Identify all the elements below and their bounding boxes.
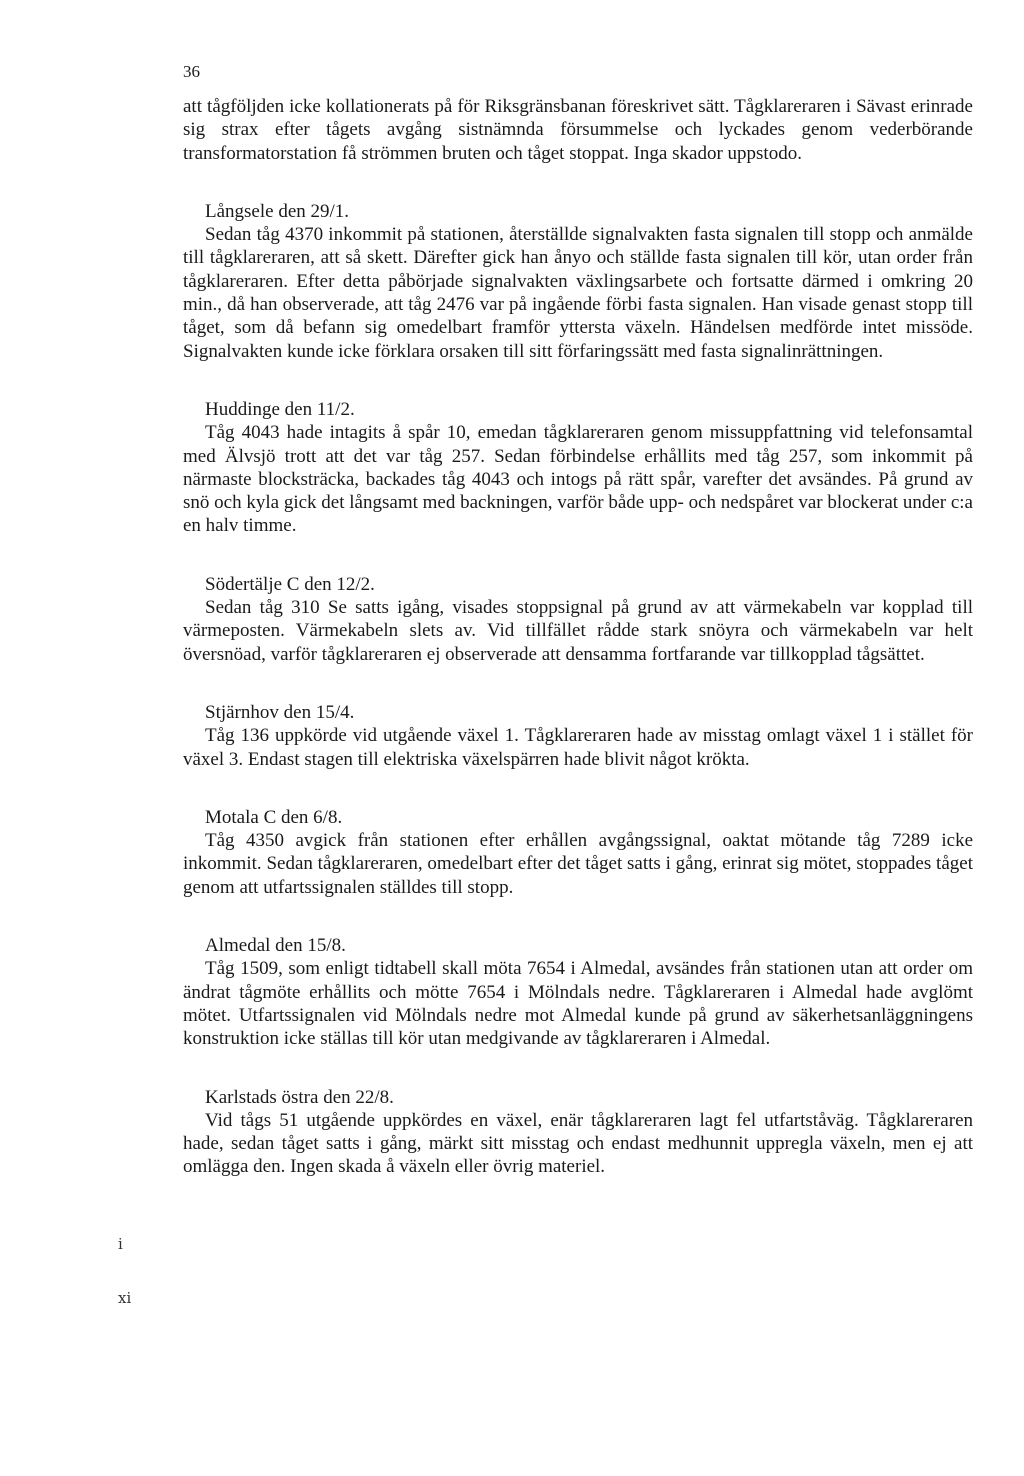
page-number: 36 (183, 62, 200, 81)
entry-text: Tåg 4043 hade intagits å spår 10, emedan tågklareraren genom missuppfattning vid telefonsamtal med Älvsjö trott att det var tåg 257. Sedan förbindelse erhållits med tåg 257, som inkommit på närmaste blocksträcka, backades tåg 4043 och intogs på rätt spår, varefter det avsändes. På grund av snö och kyla gick det långsamt med backningen, varför både upp- och nedspåret var blockerat under c:a en halv timme. (183, 422, 973, 537)
entry-text: Tåg 4350 avgick från stationen efter erhållen avgångssignal, oaktat mötande tåg 7289 icke inkommit. Sedan tågklareraren, omedelbart efter det tåget satts i gång, erinrat sig mötet, stoppades tåget genom att utfartssignalen ställdes till stopp. (183, 830, 973, 898)
entry-heading: Karlstads östra den 22/8. (205, 1086, 394, 1108)
entry-heading: Huddinge den 11/2. (205, 398, 355, 420)
entry-heading: Södertälje C den 12/2. (205, 573, 375, 595)
entry-heading: Stjärnhov den 15/4. (205, 701, 355, 723)
margin-mark: ⅺ (118, 1291, 132, 1307)
page-body (183, 95, 973, 1179)
entry-motala (183, 806, 973, 899)
entry-text: Sedan tåg 4370 inkommit på stationen, återställde signalvakten fasta signalen till stopp och anmälde till tågklareraren, att så skett. Därefter gick han ånyo och ställde fasta signalen till kör, utan order från tågklareraren. Efter detta påbörjade signalvakten växlingsarbete och fortsatte därmed i omkring 20 min., då han observerade, att tåg 2476 var på ingående förbi fasta signalen. Han visade genast stopp till tåget, som då befann sig omedelbart framför yttersta växeln. Händelsen medförde intet missöde. Signalvakten kunde icke förklara orsaken till sitt förfaringssätt med fasta signalinrättningen. (183, 224, 973, 362)
margin-mark: ⅰ (118, 1237, 123, 1253)
entry-heading: Långsele den 29/1. (205, 200, 350, 222)
entry-text: Tåg 136 uppkörde vid utgående växel 1. Tågklareraren hade av misstag omlagt växel 1 i stället för växel 3. Endast stagen till elektriska växelspärren hade blivit något krökta. (183, 725, 973, 770)
entry-text: Vid tågs 51 utgående uppkördes en växel, enär tågklareraren lagt fel utfartståväg. Tågklareraren hade, sedan tåget satts i gång, märkt sitt misstag och endast medhunnit uppregla växeln, men ej att omlägga den. Ingen skada å växeln eller övrig materiel. (183, 1109, 973, 1178)
entry-stjarnhov (183, 701, 973, 771)
entry-text: Sedan tåg 310 Se satts igång, visades stoppsignal på grund av att värmekabeln var kopplad till värmeposten. Värmekabeln slets av. Vid tillfället rådde stark snöyra och värmekabeln var helt översnöad, varför tågklareraren ej observerade att densamma fortfarande var tillkopplad tågsättet. (183, 597, 973, 665)
entry-text: Tåg 1509, som enligt tidtabell skall möta 7654 i Almedal, avsändes från stationen utan att order om ändrat tågmöte erhållits och mötte 7654 i Mölndals nedre. Tågklareraren i Almedal hade avglömt mötet. Utfartssignalen vid Mölndals nedre mot Almedal kunde på grund av säkerhetsanläggningens konstruktion icke ställas till kör utan medgivande av tågklareraren i Almedal. (183, 958, 973, 1050)
entry-heading: Motala C den 6/8. (205, 806, 343, 828)
entry-langsele (183, 200, 973, 363)
entry-heading: Almedal den 15/8. (205, 935, 346, 957)
intro-paragraph: att tågföljden icke kollationerats på för Riksgränsbanan föreskrivet sätt. Tågklareraren i Sävast erinrade sig strax efter tågets avgång sistnämnda försummelse och lyckades genom vederbörande transformatorstation få strömmen bruten och tåget stoppat. Inga skador uppstodo. (183, 96, 973, 164)
entry-karlstad (183, 1086, 973, 1179)
entry-almedal (183, 934, 973, 1050)
entry-huddinge (183, 398, 973, 538)
entry-sodertalje (183, 573, 973, 666)
